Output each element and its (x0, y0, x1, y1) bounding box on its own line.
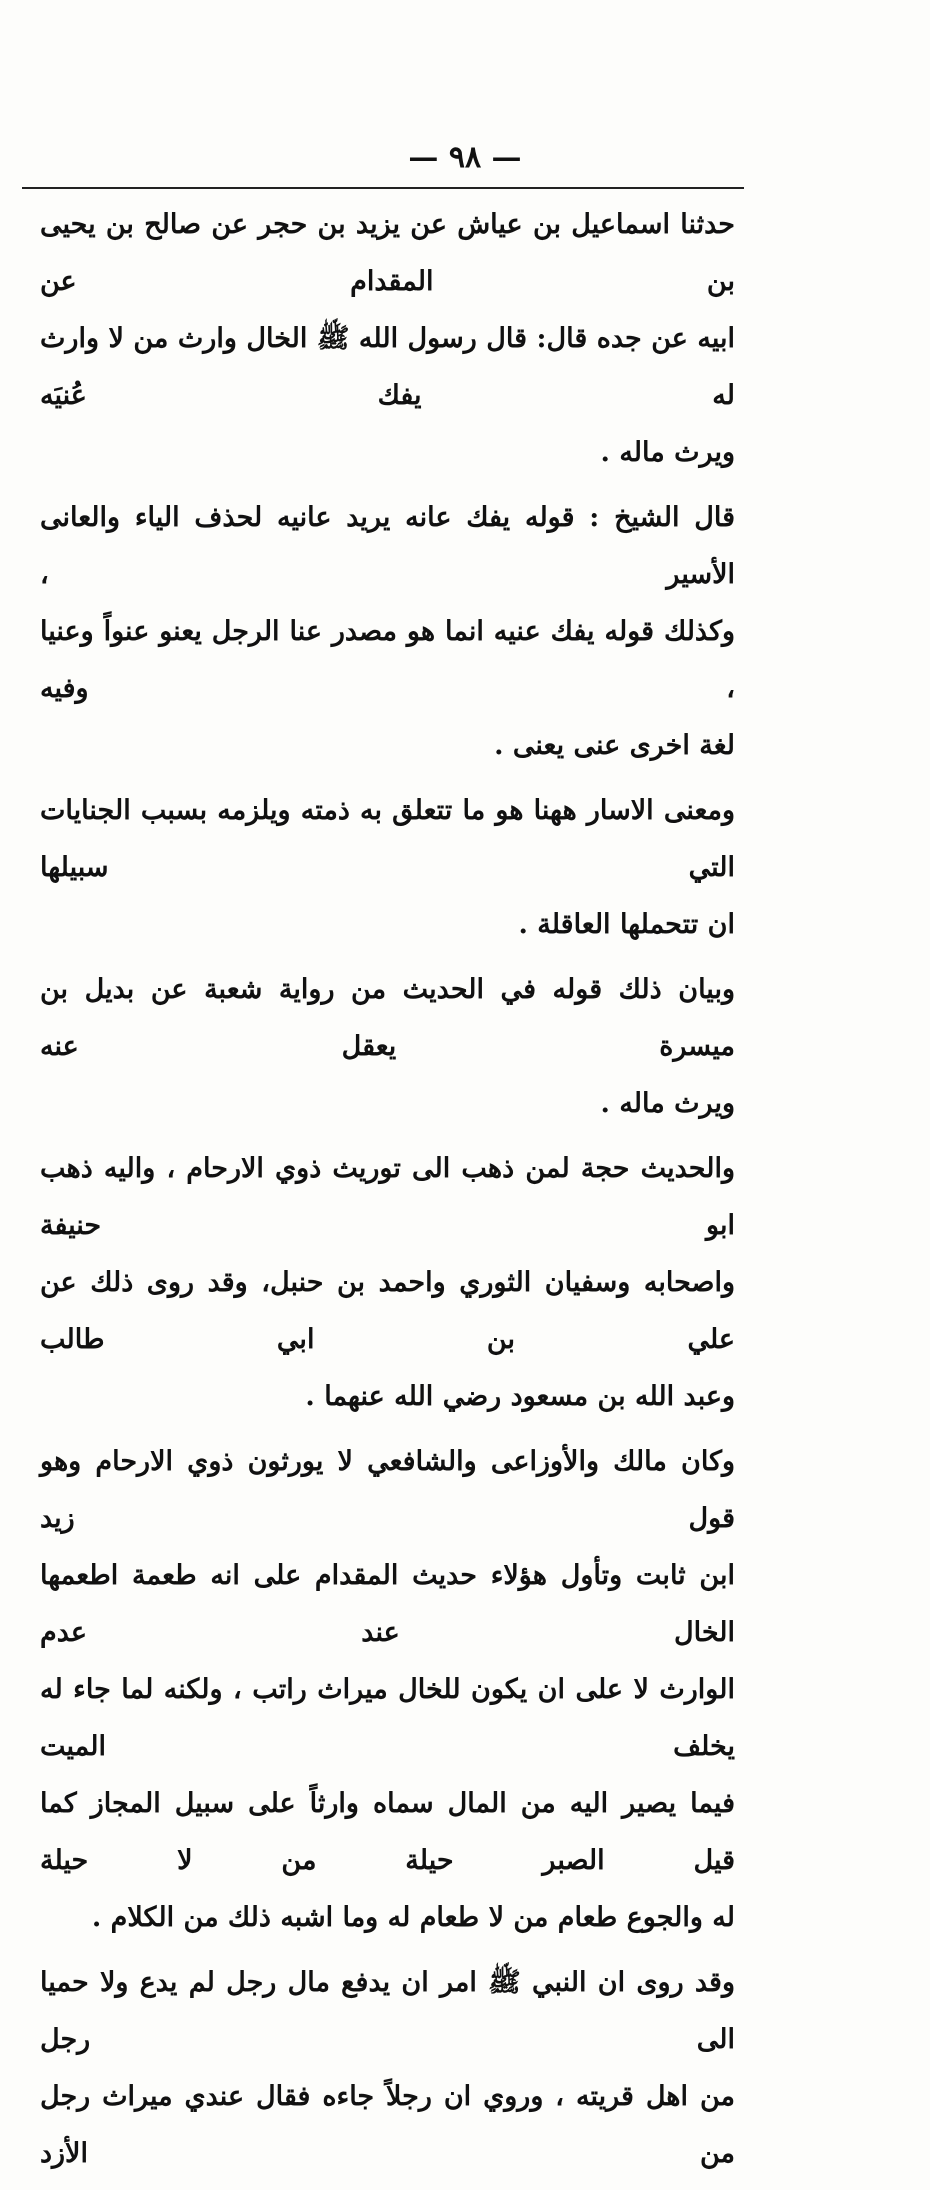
text-line: من اهل قريته ، وروي ان رجلاً جاءه فقال عندي ميراث رجل من الأزد (40, 2081, 735, 2169)
paragraph-7 (40, 1954, 735, 2182)
text-line: ومعنى الاسار ههنا هو ما تتعلق به ذمته ويلزمه بسبب الجنايات التي سبيلها (40, 795, 735, 883)
paragraph-2 (40, 489, 735, 774)
text-line: وعبد الله بن مسعود رضي الله عنهما . (305, 1381, 735, 1412)
text-line: ابن ثابت وتأول هؤلاء حديث المقدام على انه طعمة اطعمها الخال عند عدم (40, 1560, 735, 1648)
text-line: وكان مالك والأوزاعى والشافعي لا يورثون ذوي الارحام وهو قول زيد (40, 1446, 735, 1534)
header-rule (22, 187, 744, 189)
paragraph-4 (40, 961, 735, 1132)
text-line: لغة اخرى عنى يعنى . (494, 730, 735, 761)
text-line: قال الشيخ : قوله يفك عانه يريد عانيه لحذف الياء والعانى الأسير ، (40, 502, 735, 590)
text-line: وبيان ذلك قوله في الحديث من رواية شعبة عن بديل بن ميسرة يعقل عنه (40, 974, 735, 1062)
text-line: ويرث ماله . (600, 1088, 735, 1119)
text-line: ابيه عن جده قال: قال رسول الله ﷺ الخال وارث من لا وارث له يفك عُنيَه (40, 323, 735, 411)
text-line: ان تتحملها العاقلة . (518, 909, 735, 940)
paragraph-1 (40, 196, 735, 481)
paragraph-3 (40, 782, 735, 953)
text-line: له والجوع طعام من لا طعام له وما اشبه ذلك من الكلام . (91, 1902, 735, 1933)
text-line: وكذلك قوله يفك عنيه انما هو مصدر عنا الرجل يعنو عنواً وعنيا ، وفيه (40, 616, 735, 704)
page-body (40, 196, 735, 2190)
text-line: الوارث لا على ان يكون للخال ميراث راتب ، ولكنه لما جاء له يخلف الميت (40, 1674, 735, 1762)
page-number: — ٩٨ — (408, 140, 522, 175)
text-line: حدثنا اسماعيل بن عياش عن يزيد بن حجر عن صالح بن يحيى بن المقدام عن (40, 209, 735, 297)
paragraph-6 (40, 1433, 735, 1946)
text-line: ويرث ماله . (600, 437, 735, 468)
paragraph-5 (40, 1140, 735, 1425)
text-line: وقد روى ان النبي ﷺ امر ان يدفع مال رجل لم يدع ولا حميا الى رجل (40, 1967, 735, 2055)
text-line: فيما يصير اليه من المال سماه وارثاً على سبيل المجاز كما قيل الصبر حيلة من لا حيلة (40, 1788, 735, 1876)
text-line: والحديث حجة لمن ذهب الى توريث ذوي الارحام ، واليه ذهب ابو حنيفة (40, 1153, 735, 1241)
text-line: واصحابه وسفيان الثوري واحمد بن حنبل، وقد روى ذلك عن علي بن ابي طالب (40, 1267, 735, 1355)
